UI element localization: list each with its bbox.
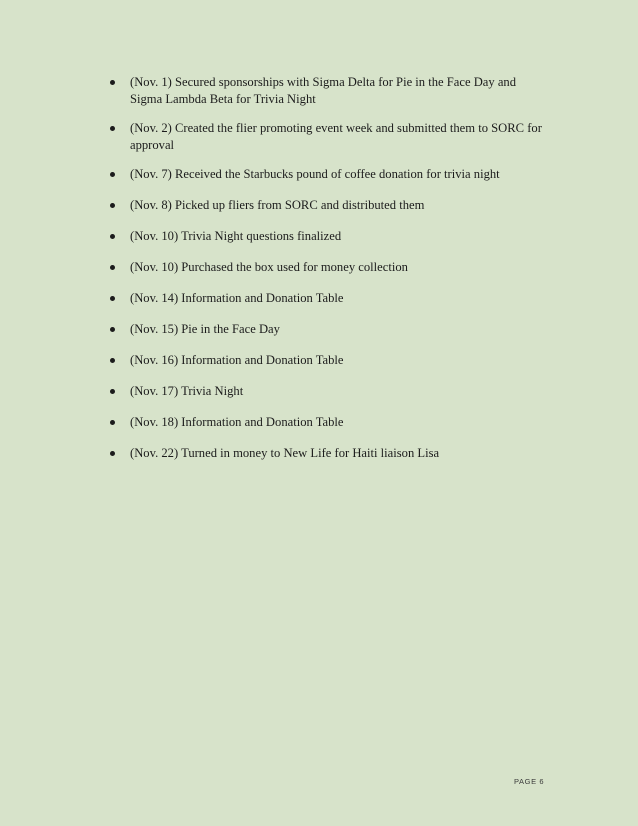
bullet-icon — [110, 234, 115, 239]
list-item — [108, 445, 548, 462]
list-item-text: (Nov. 1) Secured sponsorships with Sigma Delta for Pie in the Face Day and Sigma Lambda Beta for Trivia Night — [130, 75, 517, 106]
list-item — [108, 74, 548, 108]
list-item — [108, 290, 548, 307]
list-item-text: (Nov. 7) Received the Starbucks pound of coffee donation for trivia night — [130, 167, 500, 181]
list-item — [108, 228, 548, 245]
bullet-icon — [110, 126, 115, 131]
bullet-icon — [110, 358, 115, 363]
page-number: PAGE 6 — [514, 777, 545, 786]
list-item — [108, 166, 548, 183]
list-item-text: (Nov. 16) Information and Donation Table — [130, 353, 344, 367]
event-timeline-list — [108, 74, 548, 476]
list-item-text: (Nov. 15) Pie in the Face Day — [130, 322, 280, 336]
list-item — [108, 259, 548, 276]
list-item-text: (Nov. 8) Picked up fliers from SORC and distributed them — [130, 198, 425, 212]
list-item — [108, 414, 548, 431]
bullet-icon — [110, 172, 115, 177]
list-item-text: (Nov. 2) Created the flier promoting event week and submitted them to SORC for approval — [130, 121, 542, 152]
bullet-icon — [110, 451, 115, 456]
bullet-icon — [110, 203, 115, 208]
bullet-icon — [110, 296, 115, 301]
bullet-icon — [110, 80, 115, 85]
list-item-text: (Nov. 10) Purchased the box used for money collection — [130, 260, 408, 274]
bullet-icon — [110, 420, 115, 425]
list-item — [108, 197, 548, 214]
list-item-text: (Nov. 18) Information and Donation Table — [130, 415, 344, 429]
list-item-text: (Nov. 14) Information and Donation Table — [130, 291, 344, 305]
bullet-icon — [110, 327, 115, 332]
list-item-text: (Nov. 10) Trivia Night questions finalized — [130, 229, 342, 243]
list-item — [108, 321, 548, 338]
bullet-icon — [110, 265, 115, 270]
list-item — [108, 383, 548, 400]
list-item — [108, 120, 548, 154]
list-item-text: (Nov. 22) Turned in money to New Life for Haiti liaison Lisa — [130, 446, 440, 460]
list-item — [108, 352, 548, 369]
bullet-icon — [110, 389, 115, 394]
list-item-text: (Nov. 17) Trivia Night — [130, 384, 244, 398]
